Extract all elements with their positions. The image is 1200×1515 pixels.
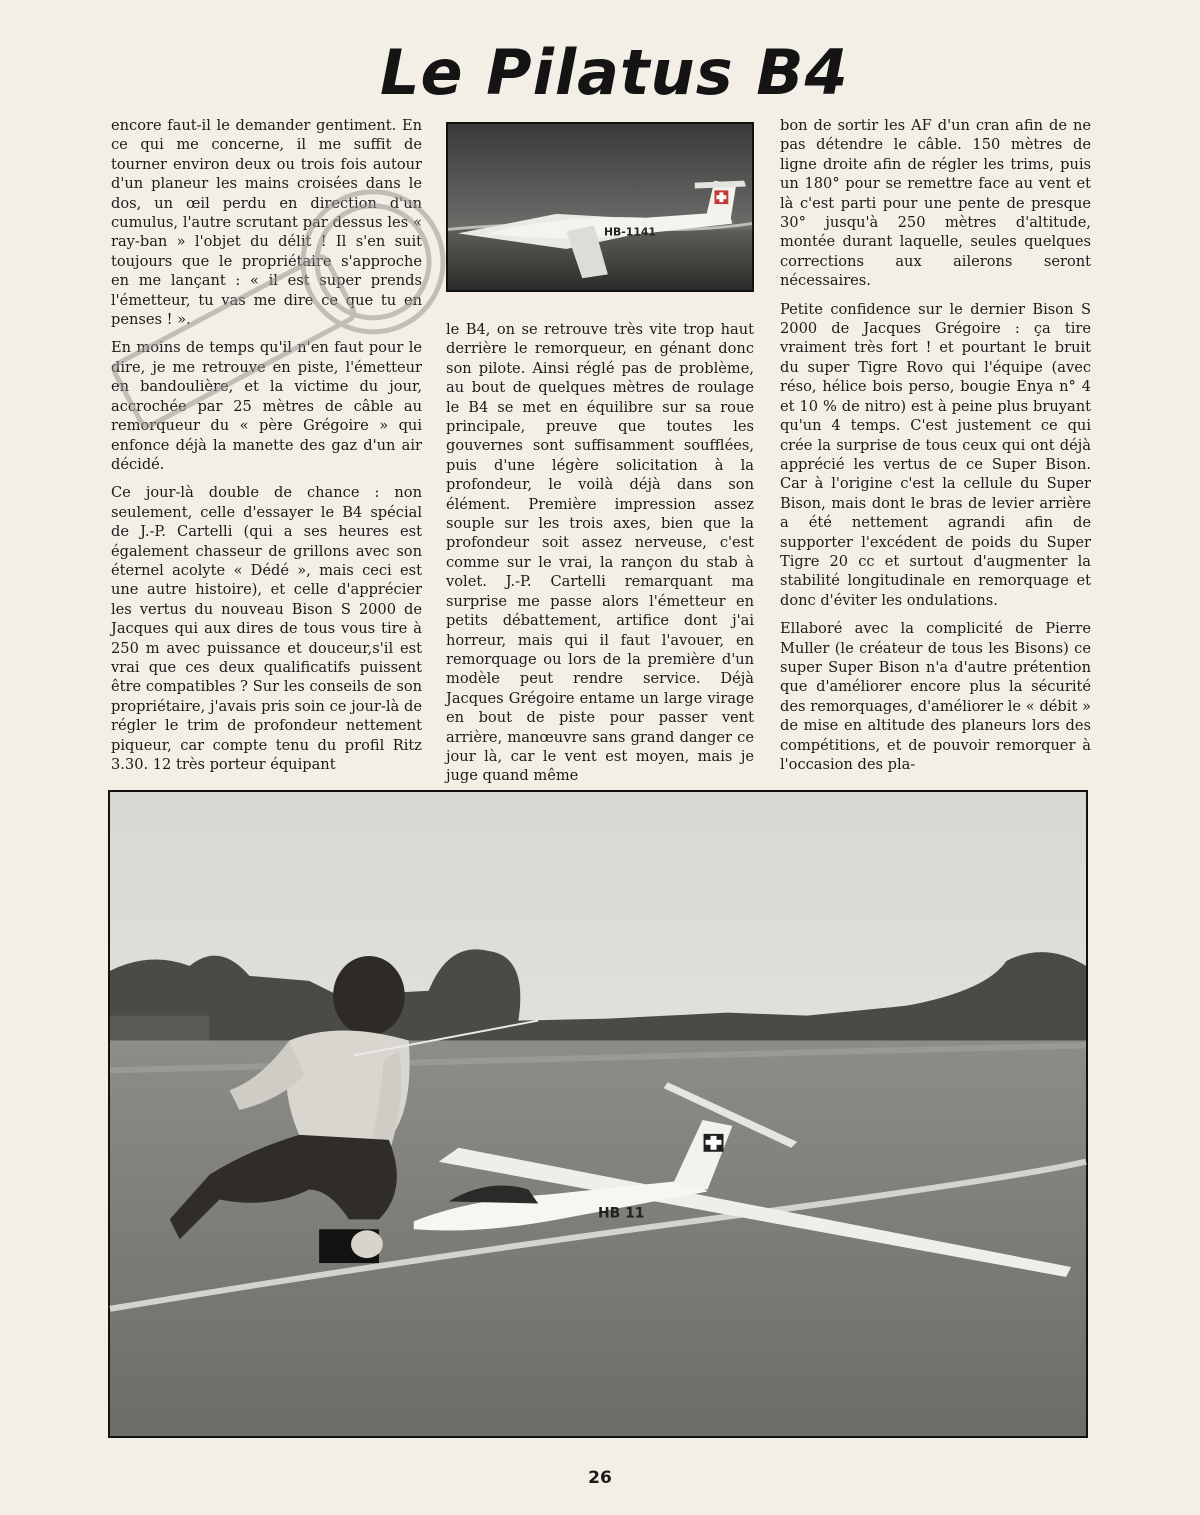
page-number: 26 xyxy=(588,1468,612,1488)
main-registration-label: HB 11 xyxy=(598,1205,645,1222)
registration-label: HB-1141 xyxy=(603,225,656,239)
paragraph: Ce jour-là double de chance : non seulement, celle d'essayer le B4 spécial de J.-P. Cartelli (qui a ses heures est également chasseur de grillons avec son éternel acolyte « Dédé », mais ceci est une autre histoire), et celle d'apprécier les vertus du nouveau Bison S 2000 de Jacques qui aux dires de tous vous tire à 250 m avec puissance et douceur,s'il est vrai que ces deux qualificatifs puissent être compatibles ? Sur les conseils de son propriétaire, j'avais pris soin ce jour-là de régler le trim de profondeur nettement piqueur, car compte tenu du profil Ritz 3.30. 12 très porteur équipant xyxy=(111,484,422,773)
launch-photo xyxy=(108,790,1088,1438)
paragraph: Ellaboré avec la complicité de Pierre Muller (le créateur de tous les Bisons) ce super Super Bison n'a d'autre prétention que d'améliorer encore plus la sécurité des remorquages, d'améliorer le « débit » de mise en altitude des planeurs lors des compétitions, et de pouvoir remorquer à l'occasion des pla- xyxy=(780,620,1091,773)
paragraph: bon de sortir les AF d'un cran afin de ne pas détendre le câble. 150 mètres de ligne droite afin de régler les trims, puis un 180° pour se remettre face au vent et là c'est parti pour une pente de presque 30° jusqu'à 250 mètres d'altitude, montée durant laquelle, seules quelques corrections aux ailerons seront nécessaires. xyxy=(780,117,1091,290)
text-column-3 xyxy=(780,116,1091,773)
paragraph: En moins de temps qu'il n'en faut pour le dire, je me retrouve en piste, l'émetteur en bandoulière, et la victime du jour, accrochée par 25 mètres de câble au remorqueur du « père Grégoire » qui enfonce déjà la manette des gaz d'un air décidé. xyxy=(111,339,422,473)
text-column-2 xyxy=(446,320,754,785)
glider-photo-small xyxy=(446,122,754,292)
text-column-1 xyxy=(111,116,422,773)
launch-photo-image xyxy=(110,792,1086,1436)
glider-photo-small-image xyxy=(448,124,752,290)
paragraph: le B4, on se retrouve très vite trop haut derrière le remorqueur, en génant donc son pilote. Ainsi réglé pas de problème, au bout de quelques mètres de roulage le B4 se met en équilibre sur sa roue principale, preuve que toutes les gouvernes sont suffisamment soufflées, puis d'une légère solicitation à la profondeur, le voilà déjà dans son élément. Première impression assez souple sur les trois axes, bien que la profondeur soit assez nerveuse, c'est comme sur le vrai, la rançon du stab à volet. J.-P. Cartelli remarquant ma surprise me passe alors l'émetteur en petits débattement, artifice dont j'ai horreur, mais qui il faut l'avouer, en remorquage ou lors de la première d'un modèle peut rendre service. Déjà Jacques Grégoire entame un large virage en bout de piste pour passer vent arrière, manœuvre sans grand danger ce jour là, car le vent est moyen, mais je juge quand même xyxy=(446,321,754,785)
paragraph: Petite confidence sur le dernier Bison S 2000 de Jacques Grégoire : ça tire vraiment très fort ! et pourtant le bruit du super Tigre Rovo qui l'équipe (avec réso, hélice bois perso, bougie Enya n° 4 et 10 % de nitro) est à peine plus bruyant qu'un 4 temps. C'est justement ce qui crée la surprise de tous ceux qui ont déjà apprécié les vertus de ce Super Bison. Car à l'origine c'est la cellule du Super Bison, mais dont le bras de levier arrière a été nettement agrandi afin de supporter l'excédent de poids du Super Tigre 20 cc et surtout d'augmenter la stabilité longitudinale en remorquage et donc d'éviter les ondulations. xyxy=(780,300,1091,609)
article-title: Le Pilatus B4 xyxy=(380,36,849,109)
paragraph: encore faut-il le demander gentiment. En ce qui me concerne, il me suffit de tourner environ deux ou trois fois autour d'un planeur les mains croisées dans le dos, un œil perdu en direction d'un cumulus, l'autre scrutant par dessus les « ray-ban » l'objet du délit ! Il s'en suit toujours que le propriétaire s'approche en me lançant : « il est super prends l'émetteur, tu vas me dire ce que tu en penses ! ». xyxy=(111,117,422,329)
